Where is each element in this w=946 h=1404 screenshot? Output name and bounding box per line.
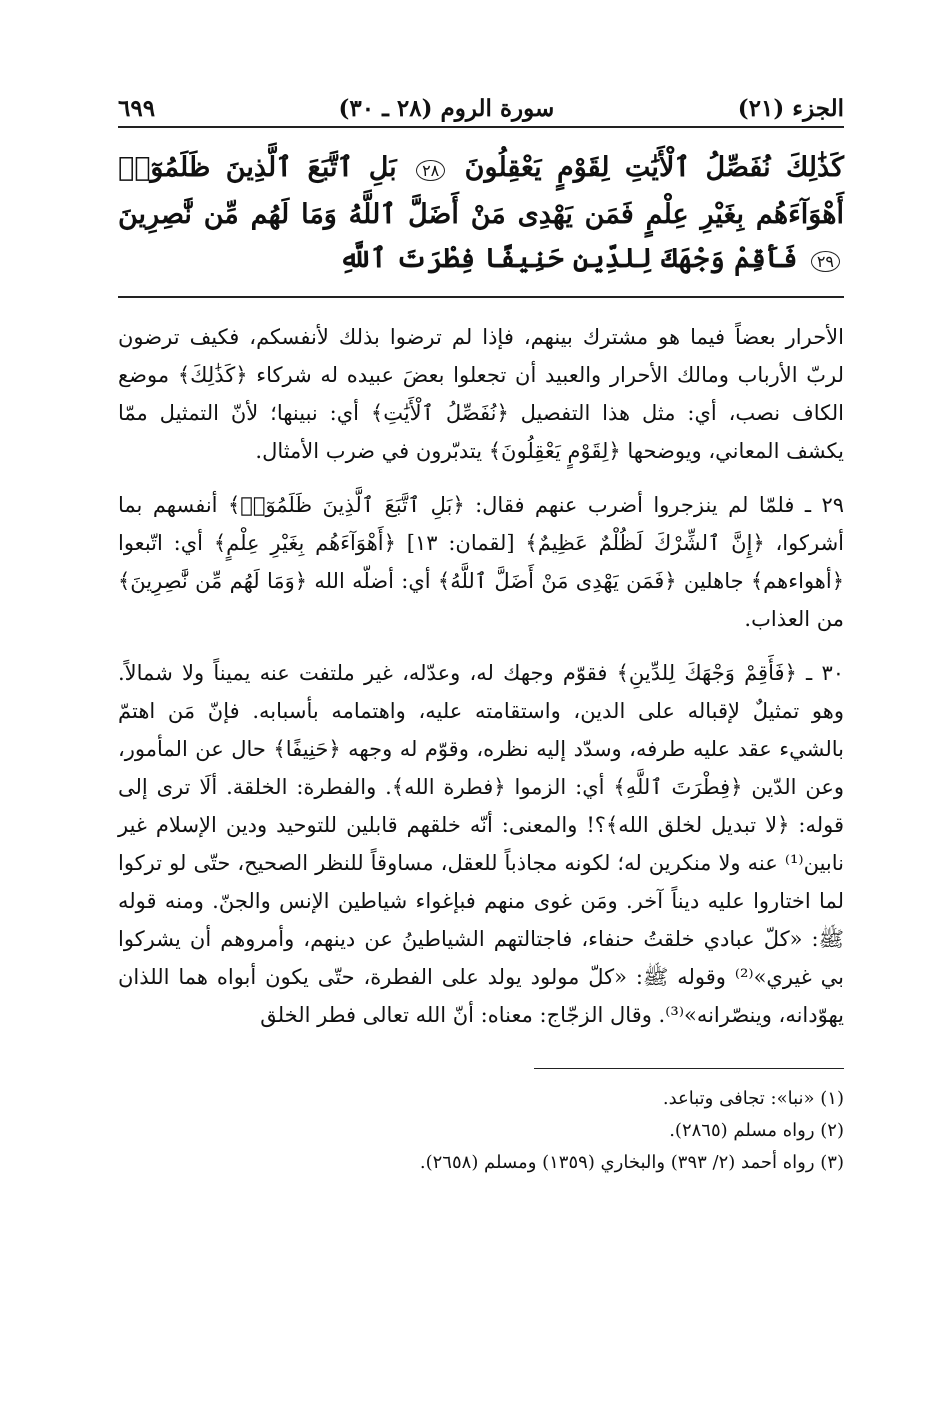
quran-segment: فَأَقِمْ وَجْهَكَ لِلدِّينِ حَنِيفًا فِطْرَتَ ٱللَّهِ [339, 243, 798, 274]
footnote: (٢) رواه مسلم (٢٨٦٥). [669, 1120, 844, 1141]
commentary-paragraph: ٣٠ ـ ﴿فَأَقِمْ وَجْهَكَ لِلدِّينِ﴾ فقوّم وجهك له، وعدّله، غير ملتفت عنه يميناً ولا شمالاً. وهو تمثيلٌ لإقباله على الدين، واستقامته عليه، واهتمامه بأسبابه. فإنّ مَن اهتمّ بالشيء عقد عليه طرفه، وسدّد إليه نظره، وقوّم له وجهه ﴿حَنِيفًا﴾ حال عن المأمور، وعن الدّين ﴿فِطْرَتَ ٱللَّهِ﴾ أي: الزموا ﴿فطرة الله﴾. والفطرة: الخلقة. ألَا ترى إلى قوله: ﴿لا تبديل لخلق الله﴾؟! والمعنى: أنّه خلقهم قابلين للتوحيد ودين الإسلام غير نابين⁽¹⁾ عنه ولا منكرين له؛ لكونه مجاذباً للعقل، مساوقاً للنظر الصحيح، حتّى لو تركوا لما اختاروا عليه ديناً آخر. ومَن غوى منهم فبإغواء شياطين الإنس والجنّ. ومنه قوله ﷺ: «كلّ عبادي خلقتُ حنفاء، فاجتالتهم الشياطينُ عن دينهم، وأمروهم أن يشركوا بي غيري»⁽²⁾ وقوله ﷺ: «كلّ مولود يولد على الفطرة، حتّى يكون أبواه هما اللذان يهوّدانه، وينصّرانه»⁽³⁾. وقال الزجّاج: معناه: أنّ الله تعالى فطر الخلق [118, 661, 844, 1027]
footnote: (٣) رواه أحمد (٢/ ٣٩٣) والبخاري (١٣٥٩) ومسلم (٢٦٥٨). [419, 1152, 844, 1173]
page-number: ٦٩٩ [118, 95, 156, 122]
section-divider [118, 296, 844, 298]
surah-title: سورة الروم (٢٨ ـ ٣٠) [338, 95, 555, 122]
footnotes [118, 1083, 844, 1179]
quran-segment: كَذَٰلِكَ نُفَصِّلُ ٱلْأَيَٰتِ لِقَوْمٍ يَعْقِلُونَ [464, 152, 844, 183]
commentary-paragraph: ٢٩ ـ فلمّا لم ينزجروا أضرب عنهم فقال: ﴿بَلِ ٱتَّبَعَ ٱلَّذِينَ ظَلَمُوٓا۟﴾ أنفسهم بما أشركوا، ﴿إِنَّ ٱلشِّرْكَ لَظُلْمٌ عَظِيمٌ﴾ [لقمان: ١٣] ﴿أَهْوَآءَهُم بِغَيْرِ عِلْمٍ﴾ أي: اتّبعوا ﴿أهواءهم﴾ جاهلين ﴿فَمَن يَهْدِى مَنْ أَضَلَّ ٱللَّهُ﴾ أي: أضلّه الله ﴿وَمَا لَهُم مِّن نَّٰصِرِينَ﴾ من العذاب. [118, 493, 844, 631]
part-label: الجزء (٢١) [737, 95, 844, 122]
ayah-number-marker: ٢٨ [416, 160, 445, 181]
running-header [118, 82, 844, 128]
commentary-body [118, 318, 844, 1034]
quran-text-block [118, 146, 844, 284]
page [118, 82, 844, 1179]
ayah-number-marker: ٢٩ [811, 251, 840, 272]
quran-segment: بَلِ ٱتَّبَعَ ٱلَّذِينَ ظَلَمُوٓا۟ أَهْوَآءَهُم بِغَيْرِ عِلْمٍ فَمَن يَهْدِى مَنْ أَضَلَّ ٱللَّهُ وَمَا لَهُم مِّن نَّٰصِرِينَ [118, 152, 844, 230]
commentary-paragraph: الأحرار بعضاً فيما هو مشترك بينهم، فإذا لم ترضوا بذلك لأنفسكم، فكيف ترضون لربّ الأرباب ومالك الأحرار والعبيد أن تجعلوا بعضَ عبيده له شركاء ﴿كَذَٰلِكَ﴾ موضع الكاف نصب، أي: مثل هذا التفصيل ﴿نُفَصِّلُ ٱلْأَيَٰتِ﴾ أي: نبينها؛ لأنّ التمثيل ممّا يكشف المعاني، ويوضحها ﴿لِقَوْمٍ يَعْقِلُونَ﴾ يتدبّرون في ضرب الأمثال. [118, 325, 844, 463]
footnote-separator [534, 1068, 844, 1069]
footnote: (١) «نبا»: تجافى وتباعد. [662, 1088, 844, 1109]
